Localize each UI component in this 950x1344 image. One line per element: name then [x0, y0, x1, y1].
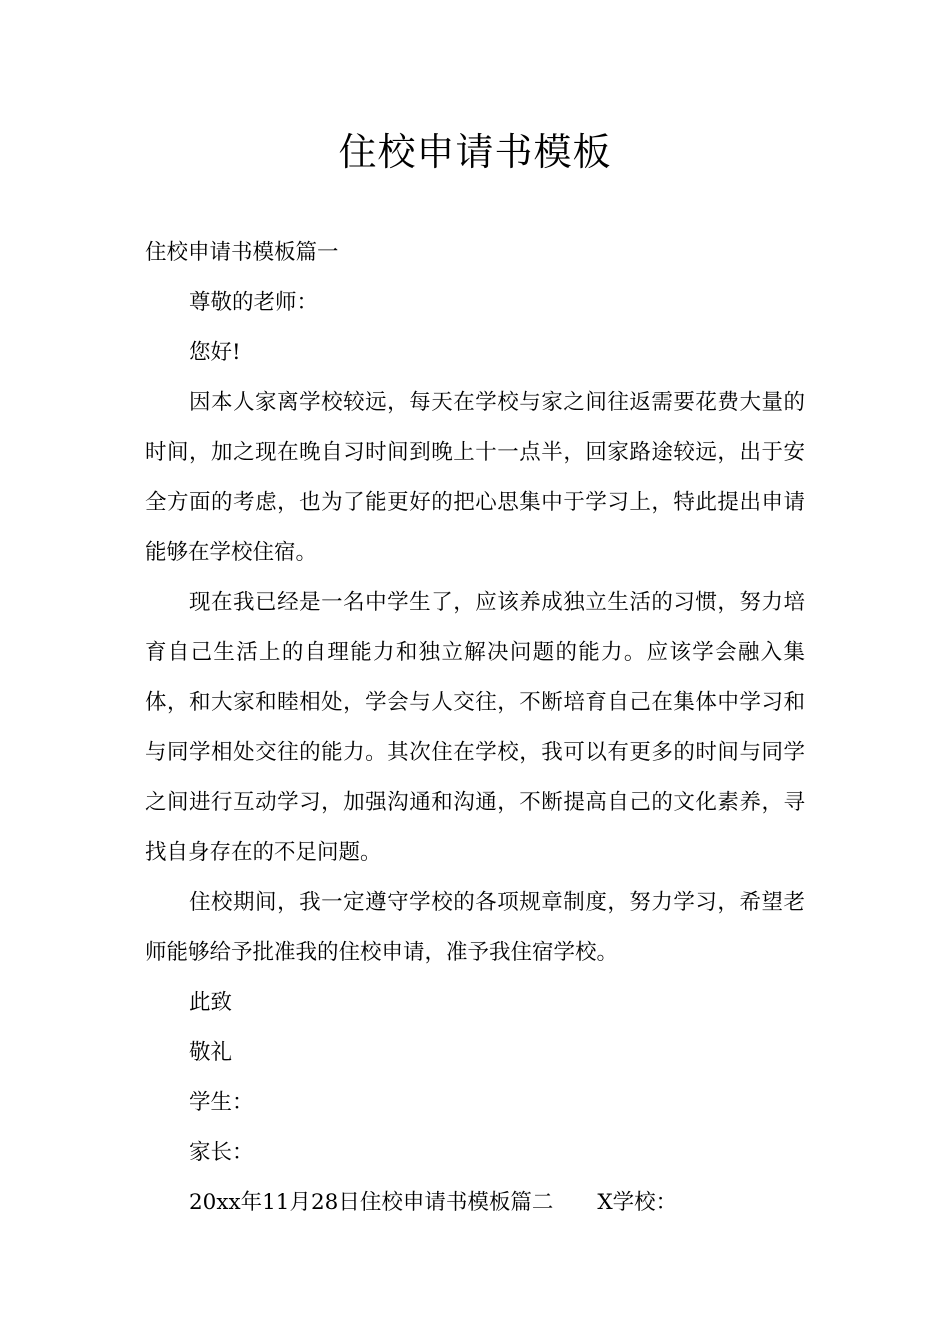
body-paragraph: 住校期间，我一定遵守学校的各项规章制度，努力学习，希望老师能够给予批准我的住校申请，准予我住宿学校。: [145, 890, 805, 965]
date-line: [145, 1178, 805, 1228]
document-title: 住校申请书模板: [338, 130, 612, 174]
closing-line: 敬礼: [189, 1040, 233, 1065]
parent-signature-label: 家长：: [189, 1140, 254, 1165]
body-paragraph: 因本人家离学校较远，每天在学校与家之间往返需要花费大量的时间，加之现在晚自习时间到晚上十一点半，回家路途较远，出于安全方面的考虑，也为了能更好的把心思集中于学习上，特此提出申请能够在学校住宿。: [145, 390, 805, 565]
date-text: 20xx年11月28日住校申请书模板篇二: [189, 1190, 554, 1215]
closing-line: 此致: [189, 990, 233, 1015]
next-salutation: X学校：: [597, 1190, 678, 1215]
body-paragraph: 现在我已经是一名中学生了，应该养成独立生活的习惯，努力培育自己生活上的自理能力和独立解决问题的能力。应该学会融入集体，和大家和睦相处，学会与人交往，不断培育自己在集体中学习和与同学相处交往的能力。其次住在学校，我可以有更多的时间与同学之间进行互动学习，加强沟通和沟通，不断提高自己的文化素养，寻找自身存在的不足问题。: [145, 590, 805, 865]
student-signature-label: 学生：: [189, 1090, 254, 1115]
salutation: 尊敬的老师：: [189, 290, 319, 315]
greeting: 您好!: [189, 340, 241, 365]
document-body: [145, 228, 805, 1228]
section-heading: 住校申请书模板篇一: [145, 240, 339, 265]
